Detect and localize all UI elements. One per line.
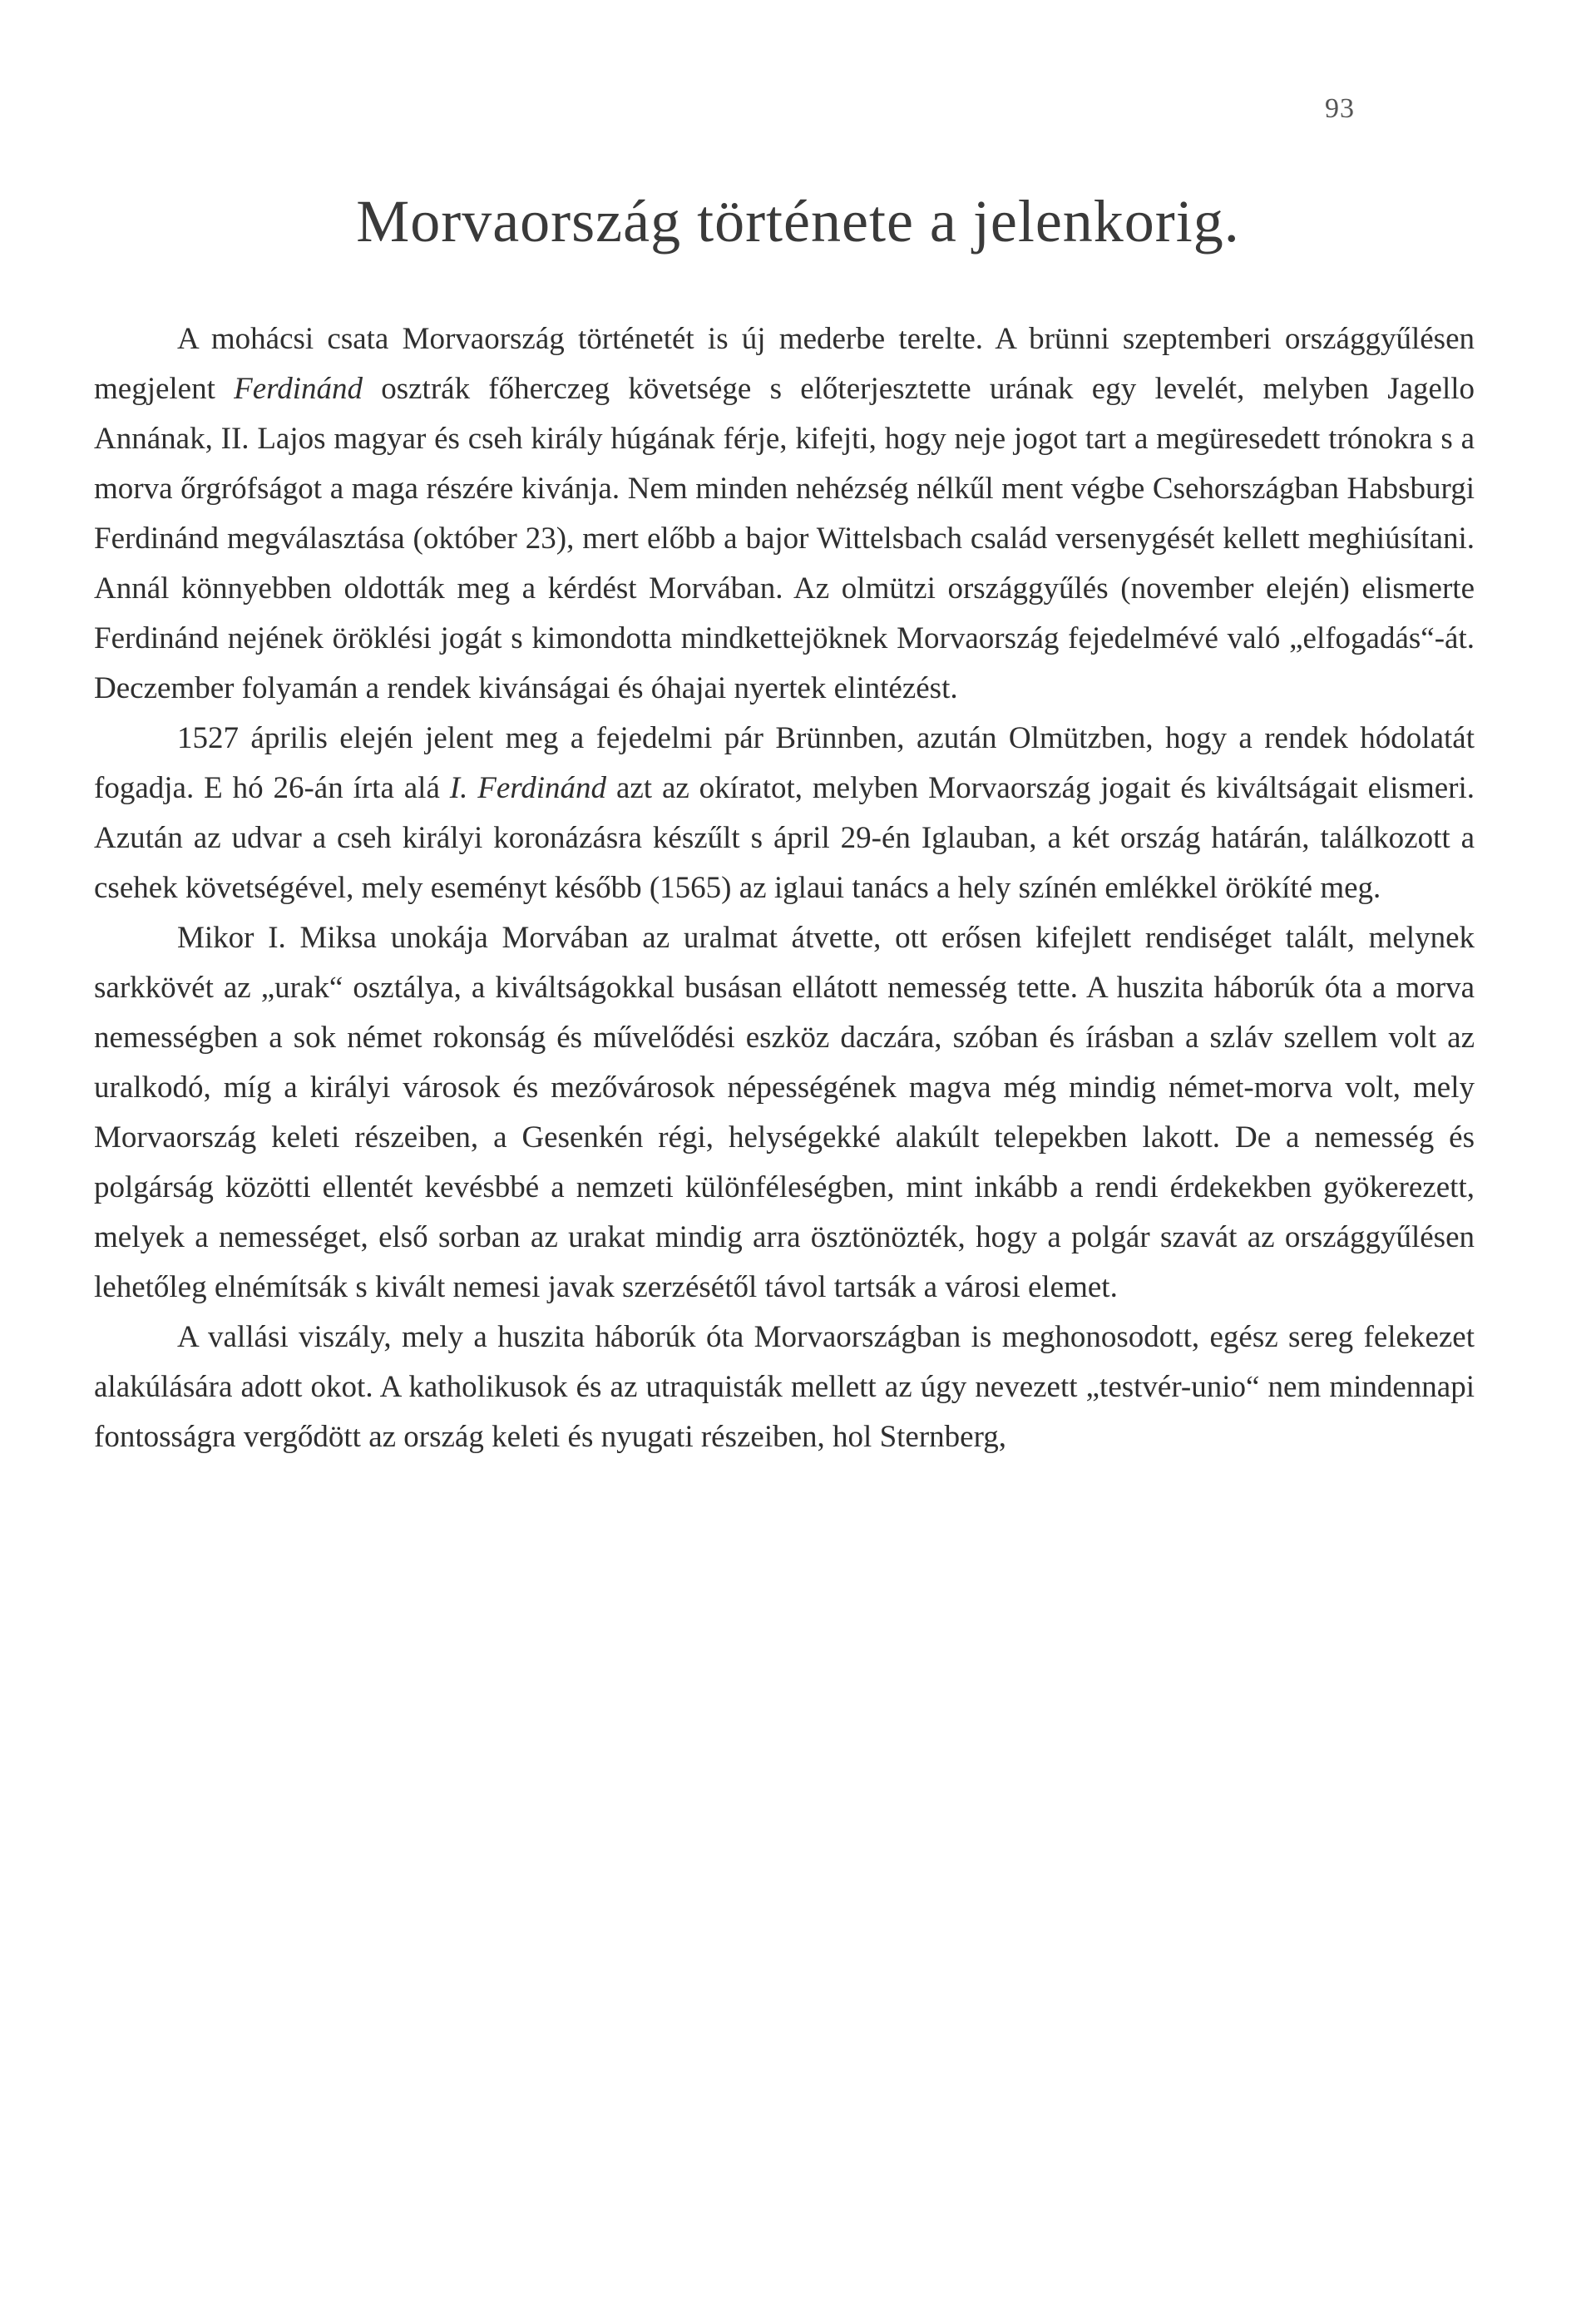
text-span: 1527 április elején jelent meg a fejedelmi pár Brünnben, azután Olmützben, hogy a rendek hódolatát fogadja. E hó 26-án írta alá [94,721,1475,805]
page-number: 93 [1325,93,1355,124]
text-span: A mohácsi csata Morvaország történetét is új mederbe terelte. A brünni szeptemberi országgyűlésen megjelent [94,322,1475,406]
body-text [94,314,1475,1462]
text-span: azt az okíratot, melyben Morvaország jogait és kiváltságait elismeri. Azután az udvar a cseh királyi koronázásra készűlt s ápril 29-én Iglauban, a két ország határán, találkozott a csehek követségével, mely eseményt később (1565) az iglaui tanács a hely színén emlékkel örökíté meg. [94,771,1475,905]
paragraph-2 [94,714,1475,913]
chapter-title: Morvaország története a jelenkorig. [356,188,1240,255]
text-span: osztrák főherczeg követsége s előterjesztette urának egy levelét, melyben Jagello Annának, II. Lajos magyar és cseh király húgának férje, kifejti, hogy neje jogot tart a megüresedett trónokra s a morva őrgrófságot a maga részére kivánja. Nem minden nehézség nélkűl ment végbe Csehországban Habsburgi Ferdinánd megválasztása (október 23), mert előbb a bajor Wittelsbach család versenygését kellett meghiúsítani. Annál könnyebben oldották meg a kérdést Morvában. Az olmützi országgyűlés (november elején) elismerte Ferdinánd nejének öröklési jogát s kimondotta mindkettejöknek Morvaország fejedelmévé való „elfogadás“-át. Deczember folyamán a rendek kivánságai és óhajai nyertek elintézést. [94,372,1475,705]
paragraph-4 [94,1313,1475,1462]
paragraph-1 [94,314,1475,714]
text-span: Mikor I. Miksa unokája Morvában az uralmat átvette, ott erősen kifejlett rendiséget talált, melynek sarkkövét az „urak“ osztálya, a kiváltságokkal busásan ellátott nemesség tette. A huszita háborúk óta a morva nemességben a sok német rokonság és művelődési eszköz daczára, szóban és írásban a szláv szellem volt az uralkodó, míg a királyi városok és mezővárosok népességének magva még mindig német-morva volt, mely Morvaország keleti részeiben, a Gesenkén régi, helységekké alakúlt telepekben lakott. De a nemesség és polgárság közötti ellentét kevésbbé a nemzeti különféleségben, mint inkább a rendi érdekekben gyökerezett, melyek a nemességet, első sorban az urakat mindig arra ösztönözték, hogy a polgár szavát az országgyűlésen lehetőleg elnémítsák s kivált nemesi javak szerzésétől távol tartsák a városi elemet. [94,921,1475,1304]
italic-name: I. Ferdinánd [449,771,607,805]
italic-name: Ferdinánd [234,372,363,406]
text-span: A vallási viszály, mely a huszita háborúk óta Morvaországban is meghonosodott, egész sereg felekezet alakúlására adott okot. A katholikusok és az utraquisták mellett az úgy nevezett „testvér-unio“ nem mindennapi fontosságra vergődött az ország keleti és nyugati részeiben, hol Sternberg, [94,1320,1475,1454]
paragraph-3 [94,913,1475,1313]
